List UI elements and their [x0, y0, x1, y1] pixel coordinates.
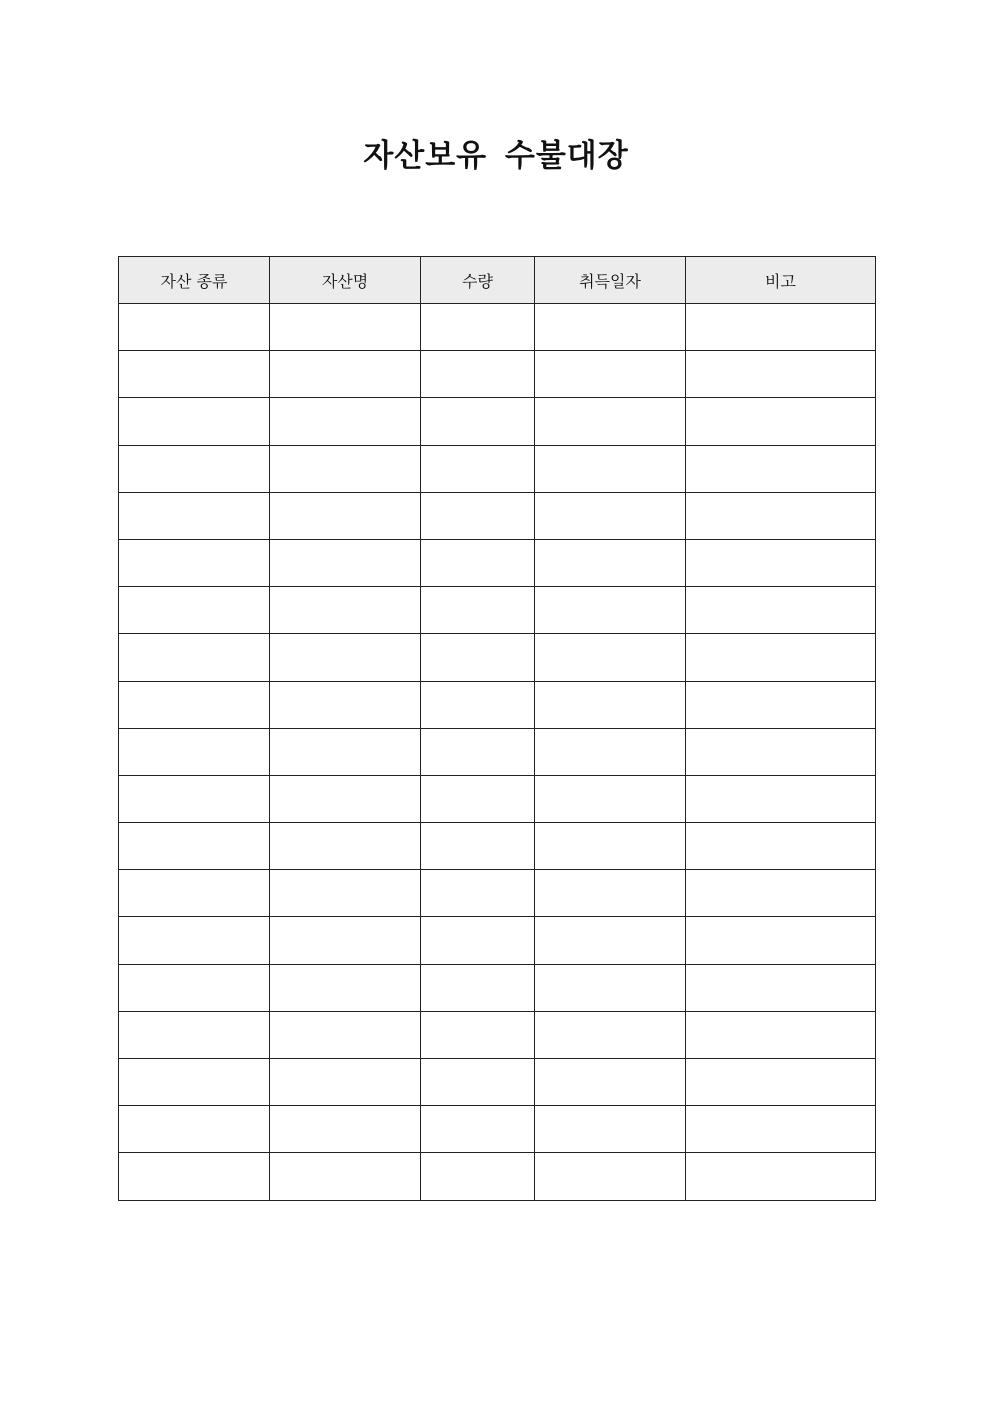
table-body	[119, 304, 876, 1201]
cell-quantity[interactable]	[421, 775, 535, 822]
cell-remarks[interactable]	[686, 587, 876, 634]
cell-asset-type[interactable]	[119, 539, 270, 586]
cell-asset-name[interactable]	[270, 870, 421, 917]
cell-remarks[interactable]	[686, 445, 876, 492]
table-row	[119, 728, 876, 775]
cell-asset-type[interactable]	[119, 1011, 270, 1058]
cell-remarks[interactable]	[686, 398, 876, 445]
cell-acquisition-date[interactable]	[535, 1106, 686, 1153]
cell-quantity[interactable]	[421, 539, 535, 586]
cell-asset-type[interactable]	[119, 870, 270, 917]
table-row	[119, 917, 876, 964]
table-row	[119, 492, 876, 539]
cell-remarks[interactable]	[686, 539, 876, 586]
cell-acquisition-date[interactable]	[535, 1153, 686, 1200]
cell-asset-type[interactable]	[119, 304, 270, 351]
cell-asset-name[interactable]	[270, 917, 421, 964]
cell-quantity[interactable]	[421, 634, 535, 681]
cell-asset-type[interactable]	[119, 445, 270, 492]
cell-acquisition-date[interactable]	[535, 823, 686, 870]
cell-asset-name[interactable]	[270, 964, 421, 1011]
table-row	[119, 634, 876, 681]
cell-asset-name[interactable]	[270, 492, 421, 539]
cell-quantity[interactable]	[421, 351, 535, 398]
cell-asset-name[interactable]	[270, 587, 421, 634]
table-row	[119, 870, 876, 917]
cell-asset-type[interactable]	[119, 964, 270, 1011]
cell-quantity[interactable]	[421, 304, 535, 351]
table-row	[119, 539, 876, 586]
table-header-row	[119, 257, 876, 304]
cell-asset-type[interactable]	[119, 917, 270, 964]
table-row	[119, 351, 876, 398]
column-header-asset-type: 자산 종류	[119, 257, 270, 304]
table-row	[119, 587, 876, 634]
cell-asset-type[interactable]	[119, 728, 270, 775]
cell-asset-name[interactable]	[270, 823, 421, 870]
column-header-acquisition-date: 취득일자	[535, 257, 686, 304]
cell-remarks[interactable]	[686, 1106, 876, 1153]
cell-asset-name[interactable]	[270, 728, 421, 775]
cell-acquisition-date[interactable]	[535, 304, 686, 351]
cell-asset-type[interactable]	[119, 681, 270, 728]
cell-asset-name[interactable]	[270, 398, 421, 445]
cell-asset-name[interactable]	[270, 445, 421, 492]
cell-remarks[interactable]	[686, 1059, 876, 1106]
table-row	[119, 775, 876, 822]
cell-quantity[interactable]	[421, 492, 535, 539]
cell-asset-name[interactable]	[270, 304, 421, 351]
cell-remarks[interactable]	[686, 351, 876, 398]
cell-asset-type[interactable]	[119, 351, 270, 398]
cell-asset-type[interactable]	[119, 634, 270, 681]
cell-asset-type[interactable]	[119, 1153, 270, 1200]
cell-acquisition-date[interactable]	[535, 1059, 686, 1106]
table-row	[119, 1011, 876, 1058]
cell-asset-type[interactable]	[119, 398, 270, 445]
cell-quantity[interactable]	[421, 1106, 535, 1153]
table-row	[119, 964, 876, 1011]
cell-remarks[interactable]	[686, 681, 876, 728]
column-header-quantity: 수량	[421, 257, 535, 304]
cell-asset-name[interactable]	[270, 681, 421, 728]
cell-asset-type[interactable]	[119, 587, 270, 634]
cell-asset-name[interactable]	[270, 775, 421, 822]
cell-remarks[interactable]	[686, 728, 876, 775]
table-row	[119, 681, 876, 728]
cell-quantity[interactable]	[421, 398, 535, 445]
column-header-asset-name: 자산명	[270, 257, 421, 304]
cell-asset-name[interactable]	[270, 1106, 421, 1153]
cell-asset-name[interactable]	[270, 1011, 421, 1058]
cell-acquisition-date[interactable]	[535, 445, 686, 492]
cell-remarks[interactable]	[686, 304, 876, 351]
cell-acquisition-date[interactable]	[535, 492, 686, 539]
cell-asset-type[interactable]	[119, 775, 270, 822]
cell-asset-name[interactable]	[270, 634, 421, 681]
column-header-remarks: 비고	[686, 257, 876, 304]
cell-asset-name[interactable]	[270, 351, 421, 398]
cell-acquisition-date[interactable]	[535, 1011, 686, 1058]
cell-acquisition-date[interactable]	[535, 681, 686, 728]
cell-quantity[interactable]	[421, 445, 535, 492]
cell-remarks[interactable]	[686, 917, 876, 964]
cell-remarks[interactable]	[686, 1153, 876, 1200]
cell-asset-type[interactable]	[119, 823, 270, 870]
table-row	[119, 823, 876, 870]
cell-acquisition-date[interactable]	[535, 634, 686, 681]
cell-quantity[interactable]	[421, 728, 535, 775]
page-title: 자산보유 수불대장	[363, 138, 629, 174]
table-row	[119, 1059, 876, 1106]
table-row	[119, 1106, 876, 1153]
cell-quantity[interactable]	[421, 917, 535, 964]
cell-quantity[interactable]	[421, 681, 535, 728]
cell-acquisition-date[interactable]	[535, 775, 686, 822]
asset-ledger-table	[118, 256, 876, 1201]
cell-asset-name[interactable]	[270, 539, 421, 586]
cell-quantity[interactable]	[421, 1153, 535, 1200]
cell-remarks[interactable]	[686, 870, 876, 917]
cell-asset-type[interactable]	[119, 492, 270, 539]
cell-quantity[interactable]	[421, 964, 535, 1011]
cell-quantity[interactable]	[421, 587, 535, 634]
cell-acquisition-date[interactable]	[535, 398, 686, 445]
cell-acquisition-date[interactable]	[535, 870, 686, 917]
cell-acquisition-date[interactable]	[535, 964, 686, 1011]
cell-remarks[interactable]	[686, 964, 876, 1011]
cell-remarks[interactable]	[686, 775, 876, 822]
cell-acquisition-date[interactable]	[535, 539, 686, 586]
cell-quantity[interactable]	[421, 1011, 535, 1058]
cell-acquisition-date[interactable]	[535, 351, 686, 398]
table-row	[119, 1153, 876, 1200]
cell-asset-type[interactable]	[119, 1059, 270, 1106]
table-row	[119, 398, 876, 445]
cell-remarks[interactable]	[686, 634, 876, 681]
cell-quantity[interactable]	[421, 823, 535, 870]
cell-remarks[interactable]	[686, 1011, 876, 1058]
cell-remarks[interactable]	[686, 823, 876, 870]
cell-remarks[interactable]	[686, 492, 876, 539]
table-row	[119, 304, 876, 351]
cell-acquisition-date[interactable]	[535, 728, 686, 775]
cell-quantity[interactable]	[421, 1059, 535, 1106]
cell-asset-type[interactable]	[119, 1106, 270, 1153]
cell-acquisition-date[interactable]	[535, 917, 686, 964]
cell-asset-name[interactable]	[270, 1059, 421, 1106]
cell-quantity[interactable]	[421, 870, 535, 917]
table-row	[119, 445, 876, 492]
cell-acquisition-date[interactable]	[535, 587, 686, 634]
cell-asset-name[interactable]	[270, 1153, 421, 1200]
